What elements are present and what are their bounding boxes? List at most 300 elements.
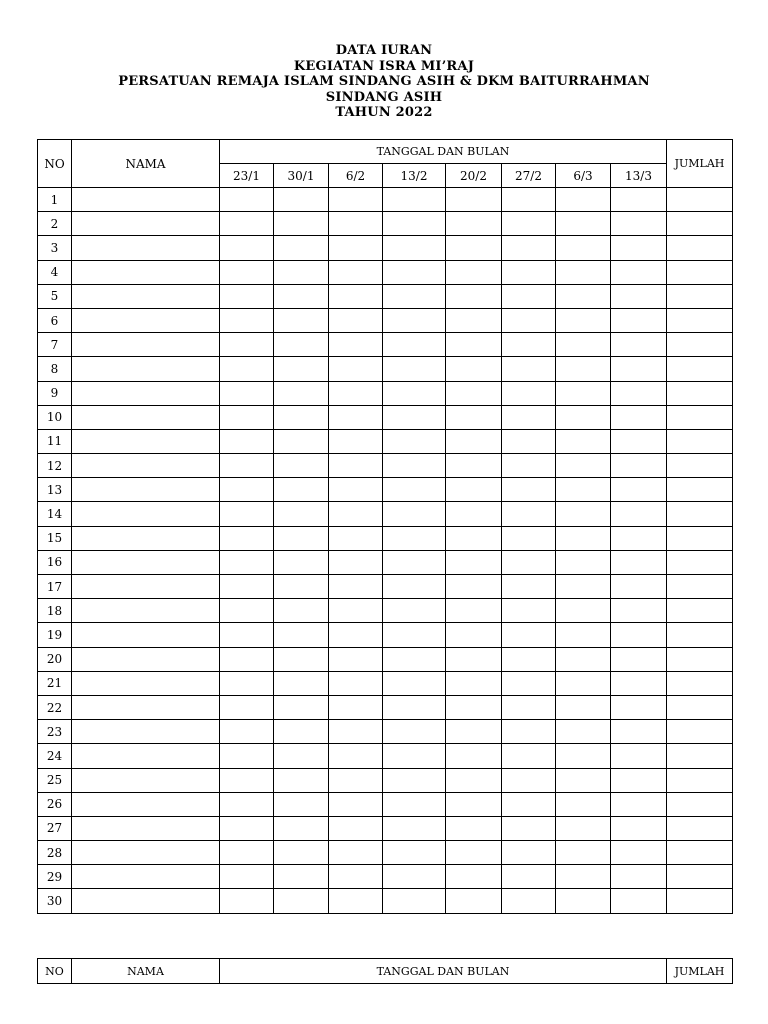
table-row [38,792,733,816]
payment-cell [274,381,329,405]
total-cell [667,841,733,865]
payment-cell [329,550,383,574]
payment-cell [220,623,274,647]
payment-cell [502,478,556,502]
total-cell [667,647,733,671]
payment-cell [220,454,274,478]
payment-cell [274,550,329,574]
header-nama: NAMA [72,959,220,984]
payment-cell [274,623,329,647]
payment-cell [274,744,329,768]
title-line-2: KEGIATAN ISRA MI’RAJ [293,58,475,74]
payment-cell [611,575,667,599]
title-line-4: SINDANG ASIH [325,89,443,105]
payment-cell [502,381,556,405]
table-row [38,599,733,623]
payment-cell [446,308,502,332]
payment-cell [502,720,556,744]
payment-cell [329,647,383,671]
payment-cell [220,865,274,889]
payment-cell [383,647,446,671]
payment-cell [329,841,383,865]
payment-cell [220,526,274,550]
payment-cell [611,236,667,260]
payment-cell [502,792,556,816]
payment-cell [383,260,446,284]
payment-cell [502,454,556,478]
table-row [38,478,733,502]
payment-cell [383,744,446,768]
name-cell [72,841,220,865]
payment-cell [329,454,383,478]
payment-cell [556,308,611,332]
payment-cell [220,357,274,381]
header-no: NO [38,959,72,984]
payment-cell [611,792,667,816]
table-row [38,768,733,792]
payment-cell [329,308,383,332]
payment-cell [274,841,329,865]
payment-cell [556,188,611,212]
payment-cell [274,405,329,429]
date-header-cell: 30/1 [274,164,329,188]
table-row [38,841,733,865]
date-header-cell: 13/3 [611,164,667,188]
date-header-cell: 27/2 [502,164,556,188]
payment-cell [611,357,667,381]
payment-cell [446,478,502,502]
payment-cell [274,188,329,212]
payment-cell [220,647,274,671]
row-number: 29 [38,865,72,889]
payment-cell [446,889,502,913]
payment-cell [329,405,383,429]
payment-cell [329,744,383,768]
name-cell [72,429,220,453]
payment-cell [502,357,556,381]
table-row [38,357,733,381]
name-cell [72,502,220,526]
table-row [38,405,733,429]
name-cell [72,284,220,308]
payment-cell [220,333,274,357]
payment-cell [502,236,556,260]
payment-cell [329,695,383,719]
payment-cell [502,308,556,332]
payment-cell [502,550,556,574]
payment-cell [446,841,502,865]
payment-cell [329,768,383,792]
table-row [38,284,733,308]
payment-cell [446,502,502,526]
payment-cell [502,333,556,357]
payment-cell [611,841,667,865]
header-no: NO [38,140,72,188]
row-number: 18 [38,599,72,623]
row-number: 25 [38,768,72,792]
row-number: 15 [38,526,72,550]
payment-cell [611,744,667,768]
row-number: 3 [38,236,72,260]
total-cell [667,623,733,647]
payment-cell [220,478,274,502]
table-row [38,454,733,478]
date-header-cell: 6/3 [556,164,611,188]
title-line-5: TAHUN 2022 [335,105,433,120]
payment-cell [329,284,383,308]
payment-cell [274,502,329,526]
row-number: 12 [38,454,72,478]
header-tanggal-dan-bulan: TANGGAL DAN BULAN [220,959,667,984]
payment-cell [383,502,446,526]
payment-cell [383,357,446,381]
payment-cell [556,212,611,236]
payment-cell [274,647,329,671]
payment-cell [611,333,667,357]
payment-cell [274,454,329,478]
header-jumlah: JUMLAH [667,959,733,984]
payment-cell [220,841,274,865]
payment-cell [383,308,446,332]
payment-cell [383,816,446,840]
payment-cell [383,526,446,550]
payment-cell [502,695,556,719]
payment-cell [220,188,274,212]
payment-cell [220,429,274,453]
payment-cell [611,308,667,332]
payment-cell [329,526,383,550]
payment-cell [274,816,329,840]
payment-cell [329,333,383,357]
name-cell [72,744,220,768]
payment-cell [611,260,667,284]
payment-cell [220,575,274,599]
payment-cell [329,357,383,381]
total-cell [667,405,733,429]
table-body [38,188,733,914]
payment-cell [383,405,446,429]
name-cell [72,647,220,671]
name-cell [72,816,220,840]
payment-cell [611,671,667,695]
payment-cell [220,212,274,236]
total-cell [667,381,733,405]
row-number: 1 [38,188,72,212]
total-cell [667,502,733,526]
name-cell [72,550,220,574]
payment-cell [220,550,274,574]
payment-cell [220,284,274,308]
name-cell [72,357,220,381]
payment-cell [329,260,383,284]
payment-cell [556,744,611,768]
row-number: 20 [38,647,72,671]
payment-cell [329,502,383,526]
dues-table [37,139,733,914]
payment-cell [383,889,446,913]
table-row [38,308,733,332]
payment-cell [329,671,383,695]
name-cell [72,188,220,212]
payment-cell [502,599,556,623]
total-cell [667,429,733,453]
table-row [38,526,733,550]
payment-cell [274,768,329,792]
payment-cell [611,816,667,840]
total-cell [667,236,733,260]
date-header-cell: 20/2 [446,164,502,188]
payment-cell [220,720,274,744]
table-row [38,381,733,405]
payment-cell [220,502,274,526]
row-number: 19 [38,623,72,647]
payment-cell [274,478,329,502]
payment-cell [556,841,611,865]
row-number: 7 [38,333,72,357]
document-header [0,43,768,121]
total-cell [667,454,733,478]
payment-cell [274,526,329,550]
payment-cell [329,381,383,405]
payment-cell [502,526,556,550]
payment-cell [446,236,502,260]
payment-cell [383,212,446,236]
payment-cell [611,188,667,212]
date-header-cell: 6/2 [329,164,383,188]
payment-cell [446,720,502,744]
name-cell [72,623,220,647]
payment-cell [556,478,611,502]
payment-cell [329,212,383,236]
row-number: 14 [38,502,72,526]
payment-cell [611,381,667,405]
row-number: 17 [38,575,72,599]
payment-cell [446,526,502,550]
name-cell [72,695,220,719]
payment-cell [329,599,383,623]
payment-cell [556,526,611,550]
row-number: 16 [38,550,72,574]
payment-cell [446,792,502,816]
payment-cell [220,816,274,840]
payment-cell [220,236,274,260]
total-cell [667,357,733,381]
header-nama: NAMA [72,140,220,188]
name-cell [72,236,220,260]
payment-cell [611,502,667,526]
table-row [38,236,733,260]
row-number: 24 [38,744,72,768]
payment-cell [329,792,383,816]
payment-cell [446,188,502,212]
header-jumlah: JUMLAH [667,140,733,188]
total-cell [667,816,733,840]
total-cell [667,260,733,284]
name-cell [72,575,220,599]
payment-cell [446,405,502,429]
payment-cell [220,792,274,816]
name-cell [72,768,220,792]
payment-cell [383,575,446,599]
payment-cell [446,575,502,599]
name-cell [72,454,220,478]
payment-cell [556,550,611,574]
table-row [38,671,733,695]
payment-cell [611,768,667,792]
payment-cell [502,841,556,865]
payment-cell [274,720,329,744]
table-row [38,720,733,744]
total-cell [667,695,733,719]
payment-cell [611,454,667,478]
row-number: 11 [38,429,72,453]
payment-cell [556,575,611,599]
payment-cell [446,647,502,671]
payment-cell [446,454,502,478]
payment-cell [556,236,611,260]
title-line-1: DATA IURAN [335,43,433,58]
payment-cell [556,502,611,526]
title-line-3: PERSATUAN REMAJA ISLAM SINDANG ASIH & DKM BAITURRAHMAN [118,74,650,89]
payment-cell [383,599,446,623]
payment-cell [611,720,667,744]
payment-cell [502,429,556,453]
total-cell [667,333,733,357]
payment-cell [502,816,556,840]
payment-cell [329,478,383,502]
payment-cell [611,623,667,647]
payment-cell [329,188,383,212]
payment-cell [611,478,667,502]
payment-cell [611,526,667,550]
payment-cell [220,405,274,429]
total-cell [667,284,733,308]
payment-cell [556,623,611,647]
payment-cell [502,405,556,429]
payment-cell [556,429,611,453]
row-number: 28 [38,841,72,865]
row-number: 9 [38,381,72,405]
payment-cell [556,695,611,719]
payment-cell [556,768,611,792]
name-cell [72,526,220,550]
table-row [38,212,733,236]
payment-cell [274,333,329,357]
payment-cell [611,429,667,453]
payment-cell [556,816,611,840]
payment-cell [502,188,556,212]
row-number: 27 [38,816,72,840]
payment-cell [383,865,446,889]
payment-cell [502,623,556,647]
payment-cell [383,695,446,719]
name-cell [72,333,220,357]
payment-cell [502,502,556,526]
row-number: 13 [38,478,72,502]
payment-cell [502,575,556,599]
payment-cell [611,599,667,623]
name-cell [72,889,220,913]
payment-cell [502,889,556,913]
payment-cell [556,284,611,308]
payment-cell [446,212,502,236]
payment-cell [556,260,611,284]
table-row [38,575,733,599]
payment-cell [274,236,329,260]
payment-cell [383,792,446,816]
row-number: 10 [38,405,72,429]
payment-cell [220,381,274,405]
payment-cell [220,744,274,768]
total-cell [667,671,733,695]
payment-cell [383,671,446,695]
payment-cell [274,599,329,623]
payment-cell [220,768,274,792]
name-cell [72,212,220,236]
payment-cell [274,260,329,284]
total-cell [667,889,733,913]
payment-cell [274,865,329,889]
total-cell [667,212,733,236]
payment-cell [220,695,274,719]
payment-cell [446,284,502,308]
payment-cell [383,768,446,792]
payment-cell [556,454,611,478]
payment-cell [383,841,446,865]
payment-cell [274,357,329,381]
table-row [38,188,733,212]
name-cell [72,381,220,405]
name-cell [72,260,220,284]
payment-cell [383,623,446,647]
header-tanggal-dan-bulan: TANGGAL DAN BULAN [220,140,667,164]
name-cell [72,792,220,816]
total-cell [667,478,733,502]
total-cell [667,768,733,792]
payment-cell [556,889,611,913]
date-header-cell: 23/1 [220,164,274,188]
table-row [38,744,733,768]
table-row [38,260,733,284]
payment-cell [329,865,383,889]
payment-cell [446,357,502,381]
payment-cell [329,720,383,744]
table-row [38,333,733,357]
row-number: 6 [38,308,72,332]
payment-cell [383,720,446,744]
total-cell [667,526,733,550]
payment-cell [502,284,556,308]
payment-cell [502,647,556,671]
payment-cell [446,333,502,357]
total-cell [667,720,733,744]
payment-cell [446,550,502,574]
payment-cell [383,188,446,212]
table-row [38,695,733,719]
payment-cell [502,768,556,792]
payment-cell [329,623,383,647]
payment-cell [502,671,556,695]
payment-cell [611,550,667,574]
row-number: 2 [38,212,72,236]
payment-cell [556,865,611,889]
payment-cell [611,284,667,308]
payment-cell [502,865,556,889]
payment-cell [611,889,667,913]
table-row [38,865,733,889]
payment-cell [611,405,667,429]
table-row [38,550,733,574]
